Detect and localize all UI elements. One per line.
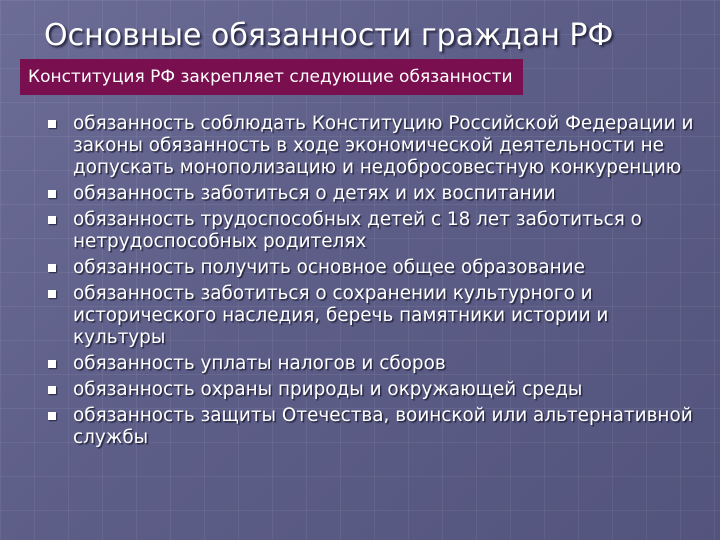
square-bullet-icon [48,120,56,128]
list-item [48,405,700,449]
list-item-text: обязанность уплаты налогов и сборов [73,353,446,374]
list-item-text: обязанность охраны природы и окружающей среды [73,379,583,400]
square-bullet-icon [48,190,56,198]
square-bullet-icon [48,290,56,298]
square-bullet-icon [48,412,56,420]
list-item-text: обязанность защиты Отечества, воинской или альтернативной службы [73,405,693,448]
list-item [48,183,700,205]
list-item-text: обязанность трудоспособных детей с 18 лет заботиться о нетрудоспособных родителях [73,209,642,252]
list-item [48,379,700,401]
list-item [48,257,700,279]
list-item-text: обязанность получить основное общее образование [73,257,585,278]
list-item [48,209,700,253]
list-item-text: обязанность заботиться о детях и их воспитании [73,183,556,204]
square-bullet-icon [48,360,56,368]
square-bullet-icon [48,264,56,272]
slide-title: Основные обязанности граждан РФ [44,18,614,53]
square-bullet-icon [48,386,56,394]
list-item-text: обязанность соблюдать Конституцию Российской Федерации и законы обязанность в ходе экономической деятельности не допускать монополизацию и недобросовестную конкуренцию [73,113,694,178]
list-item [48,283,700,349]
square-bullet-icon [48,216,56,224]
list-item [48,353,700,375]
list-item [48,113,700,179]
subtitle-banner: Конституция РФ закрепляет следующие обязанности [20,59,523,95]
duties-list [48,113,700,453]
list-item-text: обязанность заботиться о сохранении культурного и исторического наследия, беречь памятники истории и культуры [73,283,609,348]
